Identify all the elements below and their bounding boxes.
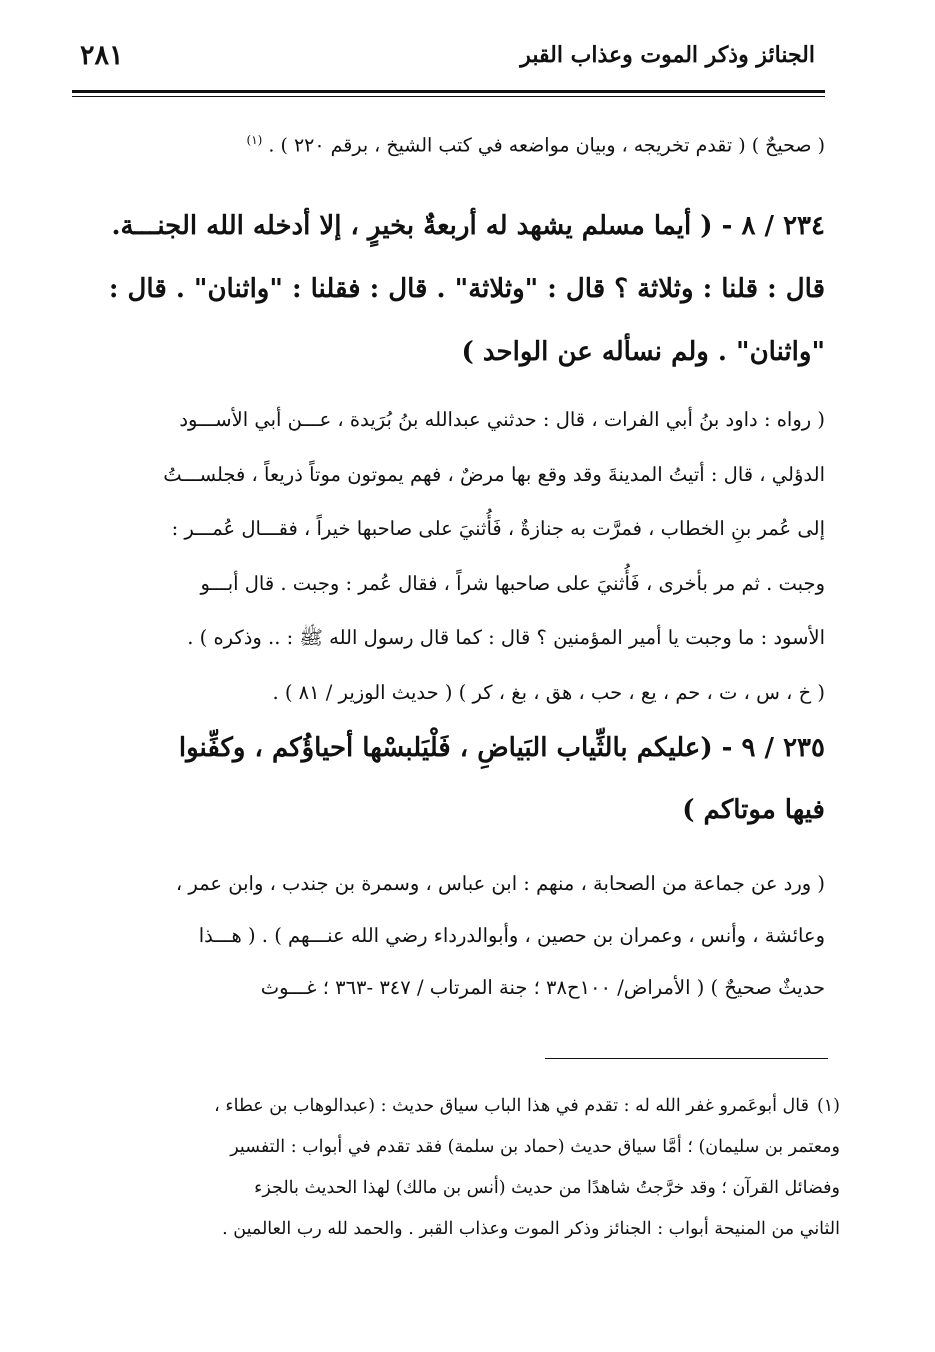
footnote: [95, 1086, 840, 1250]
narration-234-line: ( خ ، س ، ت ، حم ، يع ، حب ، هق ، بغ ، كر ) ( حديث الوزير / ٨١ ) .: [272, 680, 825, 704]
hadith-235: [78, 717, 825, 841]
narration-234-line: الدؤلي ، قال : أتيتُ المدينةَ وقد وقع بها مرضٌ ، فهم يموتون موتاً ذريعاً ، فجلســـتُ: [163, 462, 825, 486]
page-number: ٢٨١: [80, 40, 124, 71]
narration-234-line: الأسود : ما وجبت يا أمير المؤمنين ؟ قال : كما قال رسول الله ﷺ : .. وذكره ) .: [187, 626, 825, 649]
grading-text: ( صحيحٌ ) ( تقدم تخريجه ، وبيان مواضعه في كتب الشيخ ، برقم ٢٢٠ ) .: [268, 134, 825, 157]
header-rule-thick: [72, 90, 825, 93]
narration-234-line: وجبت . ثم مر بأخرى ، فَأُثنيَ على صاحبها شراً ، فقال عُمر : وجبت . قال أبـــو: [200, 571, 825, 595]
hadith-234: [78, 195, 825, 384]
narration-234-line: إلى عُمر بنِ الخطاب ، فمرَّت به جنازةٌ ، فَأُثنيَ على صاحبها خيراً ، فقـــال عُمـــر :: [171, 517, 825, 540]
footnote-reference: (١): [246, 133, 263, 147]
hadith-234-line: قال : قلنا : وثلاثة ؟ قال : "وثلاثة" . قال : فقلنا : "واثنان" . قال :: [108, 274, 825, 304]
narration-235: [78, 858, 825, 1014]
running-header: [70, 40, 820, 86]
header-rule-thin: [72, 96, 825, 97]
narration-234: [78, 393, 825, 720]
hadith-234-line: ٢٣٤ / ٨ - ( أيما مسلم يشهد له أربعةٌ بخيرٍ ، إلا أدخله الله الجنـــة.: [111, 211, 825, 241]
narration-234-line: ( رواه : داود بنُ أبي الفرات ، قال : حدثني عبدالله بنُ بُرَيدة ، عـــن أبي الأســـود: [179, 408, 825, 431]
narration-235-line: ( ورد عن جماعة من الصحابة ، منهم : ابن عباس ، وسمرة بن جندب ، وابن عمر ،: [175, 872, 825, 895]
footnote-line-text: قال أبوعَمرو غفر الله له : تقدم في هذا الباب سياق حديث : (عبدالوهاب بن عطاء ،: [214, 1096, 809, 1116]
narration-235-line: حديثٌ صحيحٌ ) ( الأمراض/ ١٠٠ح٣٨ ؛ جنة المرتاب / ٣٤٧ -٣٦٣ ؛ غـــوث: [260, 976, 825, 999]
grading-line: [78, 133, 825, 156]
hadith-235-line: فيها موتاكم ): [682, 795, 825, 825]
hadith-234-line: "واثنان" . ولم نسأله عن الواحد ): [461, 337, 825, 367]
footnote-marker: (١): [816, 1096, 840, 1116]
footnote-line: وفضائل القرآن ؛ وقد خرَّجتُ شاهدًا من حديث (أنس بن مالك) لهذا الحديث بالجزء: [254, 1178, 840, 1198]
footnote-line: [95, 1086, 840, 1127]
footnote-line: ومعتمر بن سليمان) ؛ أمَّا سياق حديث (حماد بن سلمة) فقد تقدم في أبواب : التفسير: [230, 1137, 840, 1157]
hadith-235-line: ٢٣٥ / ٩ - (عليكم بالثِّياب البَياضِ ، فَلْيَلبسْها أحياؤُكم ، وكفِّنوا: [178, 733, 825, 763]
running-title: الجنائز وذكر الموت وعذاب القبر: [520, 42, 815, 68]
footnote-line: الثاني من المنيحة أبواب : الجنائز وذكر الموت وعذاب القبر . والحمد لله رب العالمين .: [222, 1219, 840, 1239]
footnote-separator: [545, 1058, 828, 1059]
narration-235-line: وعائشة ، وأنس ، وعمران بن حصين ، وأبوالدرداء رضي الله عنـــهم ) . ( هـــذا: [198, 924, 825, 947]
